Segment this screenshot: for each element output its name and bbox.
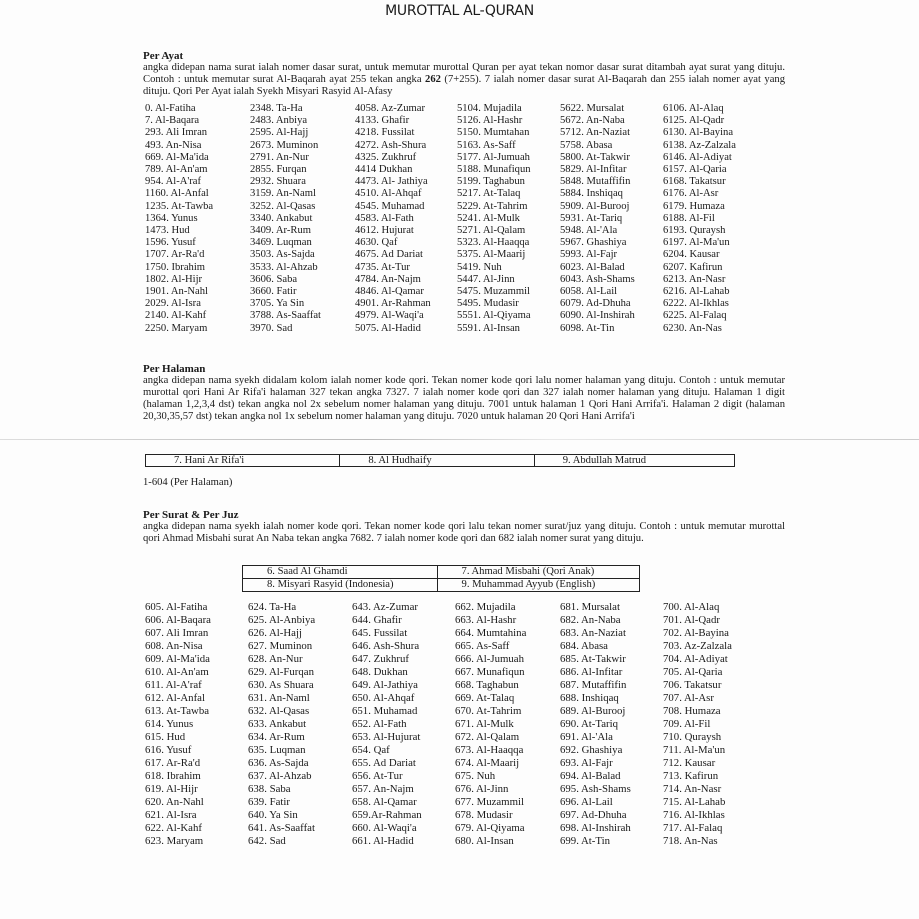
surah-entry: 712. Kausar: [663, 757, 716, 769]
surah-entry: 655. Ad Dariat: [352, 757, 416, 769]
surah-entry: 716. Al-Ikhlas: [663, 809, 725, 821]
surah-entry: 624. Ta-Ha: [248, 601, 297, 613]
surah-entry: 4979. Al-Waqi'a: [355, 310, 424, 322]
per-surat-heading: Per Surat & Per Juz: [143, 509, 239, 521]
surah-entry: 5475. Muzammil: [457, 286, 530, 298]
surah-entry: 6176. Al-Asr: [663, 188, 719, 200]
surah-entry: 653. Al-Hujurat: [352, 731, 421, 743]
surah-entry: 691. Al-'Ala: [560, 731, 613, 743]
surah-entry: 682. An-Naba: [560, 614, 621, 626]
surah-entry: 2483. Anbiya: [250, 115, 308, 127]
per-ayat-heading: Per Ayat: [143, 50, 184, 62]
surah-entry: 615. Hud: [145, 731, 186, 743]
surah-entry: 613. At-Tawba: [145, 705, 210, 717]
surah-entry: 627. Muminon: [248, 640, 313, 652]
surah-entry: 650. Al-Ahqaf: [352, 692, 415, 704]
surah-entry: 1901. An-Nahl: [145, 286, 208, 298]
surah-entry: 5884. Inshiqaq: [560, 188, 623, 200]
surah-entry: 668. Taghabun: [455, 679, 519, 691]
surah-entry: 5909. Al-Burooj: [560, 200, 630, 212]
surah-entry: 710. Quraysh: [663, 731, 722, 743]
surah-entry: 697. Ad-Dhuha: [560, 809, 627, 821]
surah-entry: 648. Dukhan: [352, 666, 408, 678]
surah-entry: 6098. At-Tin: [560, 322, 615, 334]
surah-entry: 2348. Ta-Ha: [250, 103, 303, 114]
surah-entry: 4272. Ash-Shura: [355, 139, 427, 151]
surah-entry: 3660. Fatir: [250, 286, 297, 298]
surah-entry: 704. Al-Adiyat: [663, 653, 728, 665]
surah-entry: 640. Ya Sin: [248, 809, 298, 821]
surah-entry: 5188. Munafiqun: [457, 164, 531, 176]
surah-entry: 1750. Ibrahim: [145, 261, 206, 273]
qori-cell: 8. Misyari Rasyid (Indonesia): [243, 579, 438, 592]
surah-entry: 629. Al-Furqan: [248, 666, 314, 678]
surah-entry: 5177. Al-Jumuah: [457, 151, 530, 163]
surah-entry: 5931. At-Tariq: [560, 212, 623, 224]
surah-entry: 638. Saba: [248, 783, 291, 795]
surah-entry: 676. Al-Jinn: [455, 783, 509, 795]
surah-entry: 954. Al-A'raf: [145, 176, 202, 188]
surah-entry: 5495. Mudasir: [457, 298, 519, 310]
surah-entry: 606. Al-Baqara: [145, 614, 211, 626]
surah-entry: 3409. Ar-Rum: [250, 225, 311, 237]
surah-entry: 5104. Mujadila: [457, 103, 522, 114]
surah-entry: 4473. Al- Jathiya: [355, 176, 428, 188]
surah-entry: 4784. An-Najm: [355, 273, 421, 285]
surah-entry: 4583. Al-Fath: [355, 212, 414, 224]
surah-entry: 6179. Humaza: [663, 200, 725, 212]
surah-entry: 680. Al-Insan: [455, 835, 514, 847]
surah-entry: 718. An-Nas: [663, 835, 718, 847]
surah-entry: 3469. Luqman: [250, 237, 312, 249]
qori-cell: 9. Muhammad Ayyub (English): [437, 579, 639, 592]
surah-entry: 1364. Yunus: [145, 212, 198, 224]
surah-entry: 612. Al-Anfal: [145, 692, 205, 704]
surah-entry: 699. At-Tin: [560, 835, 611, 847]
surah-entry: 621. Al-Isra: [145, 809, 197, 821]
surah-entry: 4510. Al-Ahqaf: [355, 188, 422, 200]
surah-entry: 3970. Sad: [250, 322, 293, 334]
surah-entry: 5591. Al-Insan: [457, 322, 520, 334]
surah-entry: 611. Al-A'raf: [145, 679, 202, 691]
surah-entry: 713. Kafirun: [663, 770, 719, 782]
surah-entry: 6204. Kausar: [663, 249, 720, 261]
surah-entry: 714. An-Nasr: [663, 783, 722, 795]
surah-entry: 3705. Ya Sin: [250, 298, 305, 310]
surah-entry: 6058. Al-Lail: [560, 286, 618, 298]
qori-cell: 6. Saad Al Ghamdi: [243, 566, 438, 579]
surah-entry: 702. Al-Bayina: [663, 627, 729, 639]
surah-entry: 3606. Saba: [250, 273, 298, 285]
surah-entry: 644. Ghafir: [352, 614, 402, 626]
qori-cell: 9. Abdullah Matrud: [534, 455, 734, 467]
surah-entry: 696. Al-Lail: [560, 796, 613, 808]
surah-entry: 633. Ankabut: [248, 718, 307, 730]
surah-entry: 717. Al-Falaq: [663, 822, 723, 834]
surah-entry: 643. Az-Zumar: [352, 601, 418, 613]
per-surat-instructions: angka didepan nama syekh ialah nomer kode qori. Tekan nomer kode qori lalu tekan nomer surat/juz yang dituju. Contoh : untuk memutar murottal qori Ahmad Misbahi surat An Naba tekan angka 7682. 7 ialah nomer kode qori dan 682 ialah nomer surat yang dituju.: [143, 521, 785, 544]
surah-entry: 646. Ash-Shura: [352, 640, 420, 652]
surah-entry: 690. At-Tariq: [560, 718, 619, 730]
surah-entry: 628. An-Nur: [248, 653, 303, 665]
surah-entry: 707. Al-Asr: [663, 692, 714, 704]
surah-entry: 618. Ibrahim: [145, 770, 201, 782]
surah-entry: 6079. Ad-Dhuha: [560, 298, 631, 310]
surah-entry: 4675. Ad Dariat: [355, 249, 423, 261]
surah-entry: 6090. Al-Inshirah: [560, 310, 635, 322]
per-ayat-text-2: (7+255). 7 ialah nomer dasar surat Al-Baqarah dan 255 ialah nomer ayat yang dituju. Qori Per Ayat ialah Syekh Misyari Rasyid Al-Afasy: [143, 74, 785, 97]
surah-entry: 5967. Ghashiya: [560, 237, 627, 249]
surah-entry: 634. Ar-Rum: [248, 731, 305, 743]
surah-entry: 2250. Maryam: [145, 322, 208, 334]
surah-entry: 789. Al-An'am: [145, 164, 208, 176]
surah-entry: 5829. Al-Infitar: [560, 164, 627, 176]
surah-entry: 662. Mujadila: [455, 601, 516, 613]
surah-entry: 4325. Zukhruf: [355, 151, 417, 163]
surah-entry: 5712. An-Naziat: [560, 127, 631, 139]
surah-entry: 695. Ash-Shams: [560, 783, 631, 795]
surah-entry: 671. Al-Mulk: [455, 718, 514, 730]
surah-column: [560, 103, 635, 335]
surah-entry: 649. Al-Jathiya: [352, 679, 418, 691]
surah-entry: 626. Al-Hajj: [248, 627, 302, 639]
surah-entry: 6193. Quraysh: [663, 225, 726, 237]
surah-entry: 3533. Al-Ahzab: [250, 261, 318, 273]
qori-cell: 7. Ahmad Misbahi (Qori Anak): [437, 566, 639, 579]
surah-entry: 622. Al-Kahf: [145, 822, 202, 834]
surah-entry: 614. Yunus: [145, 718, 194, 730]
surah-column: [457, 103, 531, 335]
surah-entry: 6138. Az-Zalzala: [663, 139, 736, 151]
range-note: 1-604 (Per Halaman): [143, 477, 233, 488]
surah-entry: 677. Muzammil: [455, 796, 524, 808]
surah-entry: 674. Al-Maarij: [455, 757, 520, 769]
per-surat-qori-table: [242, 565, 640, 592]
surah-entry: 6213. An-Nasr: [663, 273, 726, 285]
surah-entry: 654. Qaf: [352, 744, 390, 756]
surah-entry: 660. Al-Waqi'a: [352, 822, 417, 834]
surah-entry: 694. Al-Balad: [560, 770, 621, 782]
surah-entry: 6157. Al-Qaria: [663, 164, 727, 176]
surah-entry: 5150. Mumtahan: [457, 127, 530, 139]
surah-entry: 7. Al-Baqara: [145, 115, 200, 127]
surah-entry: 5126. Al-Hashr: [457, 115, 523, 127]
surah-entry: 5551. Al-Qiyama: [457, 310, 531, 322]
per-halaman-qori-table: [145, 454, 735, 467]
surah-entry: 6168. Takatsur: [663, 176, 726, 188]
surah-entry: 608. An-Nisa: [145, 640, 203, 652]
surah-entry: 4545. Muhamad: [355, 200, 425, 212]
surah-entry: 4414 Dukhan: [355, 164, 413, 176]
surah-entry: 675. Nuh: [455, 770, 496, 782]
surah-entry: 693. Al-Fajr: [560, 757, 613, 769]
surah-entry: 625. Al-Anbiya: [248, 614, 316, 626]
surah-entry: 3788. As-Saaffat: [250, 310, 322, 322]
surah-entry: 5241. Al-Mulk: [457, 212, 520, 224]
surah-entry: 4218. Fussilat: [355, 127, 415, 139]
surah-entry: 632. Al-Qasas: [248, 705, 310, 717]
surah-entry: 1235. At-Tawba: [145, 200, 214, 212]
surah-entry: 2029. Al-Isra: [145, 298, 201, 310]
surah-entry: 620. An-Nahl: [145, 796, 204, 808]
per-ayat-instructions: [143, 62, 785, 98]
surah-entry: 635. Luqman: [248, 744, 306, 756]
surah-entry: 5447. Al-Jinn: [457, 273, 515, 285]
surah-entry: 6216. Al-Lahab: [663, 286, 730, 298]
surah-entry: 6197. Al-Ma'un: [663, 237, 730, 249]
surah-entry: 709. Al-Fil: [663, 718, 711, 730]
surah-entry: 5758. Abasa: [560, 139, 613, 151]
surah-entry: 5199. Taghabun: [457, 176, 525, 188]
qori-cell: 8. Al Hudhaify: [340, 455, 534, 467]
surah-entry: 670. At-Tahrim: [455, 705, 522, 717]
per-halaman-instructions: angka didepan nama syekh didalam kolom ialah nomer kode qori. Tekan nomer kode qori lalu nomer halaman yang dituju. Contoh : untuk memutar murottal qori Hani Ar Rifa'i halaman 327 tekan angka 7327. 7 ialah nomer kode qori dan 327 ialah nomer halaman yang dituju. Halaman 1 digit (halaman 1,2,3,4 dst) tekan angka nol 2x sebelum nomer halaman yang dituju. 7001 untuk halaman 1 Qori Hani Arrifa'i. Halaman 2 digit (halaman 20,30,35,57 dst) tekan angka nol 1x sebelum nomer halaman yang dituju. 7020 untuk halaman 20 Qori Hani Arrifa'i: [143, 375, 785, 422]
surah-entry: 665. As-Saff: [455, 640, 510, 652]
surah-entry: 641. As-Saaffat: [248, 822, 315, 834]
surah-entry: 4735. At-Tur: [355, 261, 410, 273]
surah-column: [560, 601, 631, 848]
surah-entry: 3503. As-Sajda: [250, 249, 315, 261]
surah-entry: 2140. Al-Kahf: [145, 310, 207, 322]
surah-entry: 6106. Al-Alaq: [663, 103, 724, 114]
surah-entry: 686. Al-Infitar: [560, 666, 623, 678]
surah-entry: 5323. Al-Haaqqa: [457, 237, 530, 249]
surah-entry: 4612. Hujurat: [355, 225, 414, 237]
surah-entry: 685. At-Takwir: [560, 653, 626, 665]
surah-entry: 5375. Al-Maarij: [457, 249, 526, 261]
surah-entry: 3340. Ankabut: [250, 212, 313, 224]
surah-entry: 705. Al-Qaria: [663, 666, 723, 678]
surah-entry: 5419. Nuh: [457, 261, 502, 273]
surah-column: [145, 601, 211, 848]
surah-entry: 637. Al-Ahzab: [248, 770, 312, 782]
surah-entry: 1802. Al-Hijr: [145, 273, 203, 285]
surah-entry: 701. Al-Qadr: [663, 614, 720, 626]
surah-entry: 658. Al-Qamar: [352, 796, 417, 808]
surah-entry: 5948. Al-'Ala: [560, 225, 618, 237]
surah-entry: 656. At-Tur: [352, 770, 403, 782]
surah-entry: 1596. Yusuf: [145, 237, 196, 249]
surah-entry: 4058. Az-Zumar: [355, 103, 426, 114]
surah-entry: 6125. Al-Qadr: [663, 115, 725, 127]
document-title: MUROTTAL AL-QURAN: [385, 3, 534, 19]
surah-column: [355, 103, 431, 335]
surah-column: [455, 601, 526, 848]
surah-entry: 678. Mudasir: [455, 809, 513, 821]
surah-entry: 652. Al-Fath: [352, 718, 407, 730]
surah-entry: 636. As-Sajda: [248, 757, 309, 769]
surah-entry: 610. Al-An'am: [145, 666, 209, 678]
surah-entry: 0. Al-Fatiha: [145, 103, 196, 114]
surah-entry: 631. An-Naml: [248, 692, 310, 704]
example-code: 262: [425, 74, 441, 85]
surah-column: [352, 601, 422, 848]
surah-entry: 5075. Al-Hadid: [355, 322, 421, 334]
surah-entry: 679. Al-Qiyama: [455, 822, 525, 834]
surah-entry: 623. Maryam: [145, 835, 204, 847]
surah-entry: 2673. Muminon: [250, 139, 319, 151]
qori-cell: 7. Hani Ar Rifa'i: [146, 455, 340, 467]
surah-entry: 5163. As-Saff: [457, 139, 516, 151]
surah-entry: 493. An-Nisa: [145, 139, 202, 151]
surah-entry: 689. Al-Burooj: [560, 705, 626, 717]
surah-entry: 692. Ghashiya: [560, 744, 623, 756]
surah-entry: 661. Al-Hadid: [352, 835, 414, 847]
surah-column: [248, 601, 315, 848]
surah-entry: 715. Al-Lahab: [663, 796, 726, 808]
surah-entry: 6043. Ash-Shams: [560, 273, 635, 285]
surah-entry: 605. Al-Fatiha: [145, 601, 208, 613]
surah-entry: 703. Az-Zalzala: [663, 640, 732, 652]
surah-entry: 673. Al-Haaqqa: [455, 744, 524, 756]
surah-entry: 1473. Hud: [145, 225, 190, 237]
surah-entry: 698. Al-Inshirah: [560, 822, 631, 834]
surah-entry: 666. Al-Jumuah: [455, 653, 524, 665]
surah-entry: 647. Zukhruf: [352, 653, 409, 665]
per-halaman-heading: Per Halaman: [143, 363, 206, 375]
surah-entry: 669. Al-Ma'ida: [145, 151, 209, 163]
surah-entry: 663. Al-Hashr: [455, 614, 517, 626]
surah-entry: 6230. An-Nas: [663, 322, 722, 334]
surah-entry: 5672. An-Naba: [560, 115, 625, 127]
paper-fold: [0, 439, 919, 440]
surah-entry: 607. Ali Imran: [145, 627, 209, 639]
surah-entry: 6225. Al-Falaq: [663, 310, 727, 322]
surah-entry: 645. Fussilat: [352, 627, 408, 639]
surah-entry: 4630. Qaf: [355, 237, 398, 249]
surah-entry: 708. Humaza: [663, 705, 721, 717]
surah-entry: 639. Fatir: [248, 796, 290, 808]
surah-entry: 6130. Al-Bayina: [663, 127, 734, 139]
surah-entry: 1707. Ar-Ra'd: [145, 249, 205, 261]
surah-entry: 2791. An-Nur: [250, 151, 309, 163]
surah-entry: 684. Abasa: [560, 640, 608, 652]
surah-entry: 4901. Ar-Rahman: [355, 298, 431, 310]
surah-entry: 616. Yusuf: [145, 744, 192, 756]
surah-entry: 609. Al-Ma'ida: [145, 653, 210, 665]
surah-entry: 4846. Al-Qamar: [355, 286, 424, 298]
surah-entry: 6023. Al-Balad: [560, 261, 625, 273]
surah-entry: 711. Al-Ma'un: [663, 744, 726, 756]
surah-entry: 669. At-Talaq: [455, 692, 515, 704]
surah-entry: 6207. Kafirun: [663, 261, 723, 273]
surah-entry: 6222. Al-Ikhlas: [663, 298, 729, 310]
surah-entry: 5217. At-Talaq: [457, 188, 521, 200]
surah-entry: 706. Takatsur: [663, 679, 722, 691]
surah-entry: 630. As Shuara: [248, 679, 314, 691]
surah-entry: 2855. Furqan: [250, 164, 307, 176]
surah-entry: 5622. Mursalat: [560, 103, 625, 114]
surah-entry: 687. Mutaffifin: [560, 679, 627, 691]
surah-entry: 5271. Al-Qalam: [457, 225, 526, 237]
surah-entry: 2932. Shuara: [250, 176, 306, 188]
surah-entry: 5848. Mutaffifin: [560, 176, 631, 188]
surah-entry: 619. Al-Hijr: [145, 783, 198, 795]
surah-entry: 293. Ali Imran: [145, 127, 208, 139]
surah-entry: 6146. Al-Adiyat: [663, 151, 732, 163]
surah-entry: 688. Inshiqaq: [560, 692, 619, 704]
surah-entry: 3159. An-Naml: [250, 188, 316, 200]
surah-entry: 617. Ar-Ra'd: [145, 757, 201, 769]
surah-entry: 5229. At-Tahrim: [457, 200, 528, 212]
surah-entry: 651. Muhamad: [352, 705, 418, 717]
surah-column: [663, 601, 732, 848]
surah-entry: 1160. Al-Anfal: [145, 188, 209, 200]
surah-column: [145, 103, 213, 335]
surah-entry: 657. An-Najm: [352, 783, 414, 795]
per-ayat-text-1: angka didepan nama surat ialah nomer dasar surat, untuk memutar murottal Quran per ayat tekan nomor dasar surat ditambah ayat surat yang dituju. Contoh : untuk memutar surat Al-Baqarah ayat 255 tekan angka: [143, 62, 785, 85]
surah-entry: 5993. Al-Fajr: [560, 249, 618, 261]
surah-entry: 3252. Al-Qasas: [250, 200, 316, 212]
surah-entry: 681. Mursalat: [560, 601, 620, 613]
surah-entry: 664. Mumtahina: [455, 627, 527, 639]
surah-entry: 4133. Ghafir: [355, 115, 410, 127]
surah-entry: 683. An-Naziat: [560, 627, 626, 639]
surah-entry: 2595. Al-Hajj: [250, 127, 309, 139]
surah-entry: 700. Al-Alaq: [663, 601, 720, 613]
surah-entry: 642. Sad: [248, 835, 286, 847]
surah-column: [250, 103, 321, 335]
surah-entry: 667. Munafiqun: [455, 666, 525, 678]
surah-entry: 672. Al-Qalam: [455, 731, 520, 743]
surah-entry: 5800. At-Takwir: [560, 151, 630, 163]
surah-column: [663, 103, 736, 335]
surah-entry: 6188. Al-Fil: [663, 212, 715, 224]
surah-entry: 659.Ar-Rahman: [352, 809, 422, 821]
